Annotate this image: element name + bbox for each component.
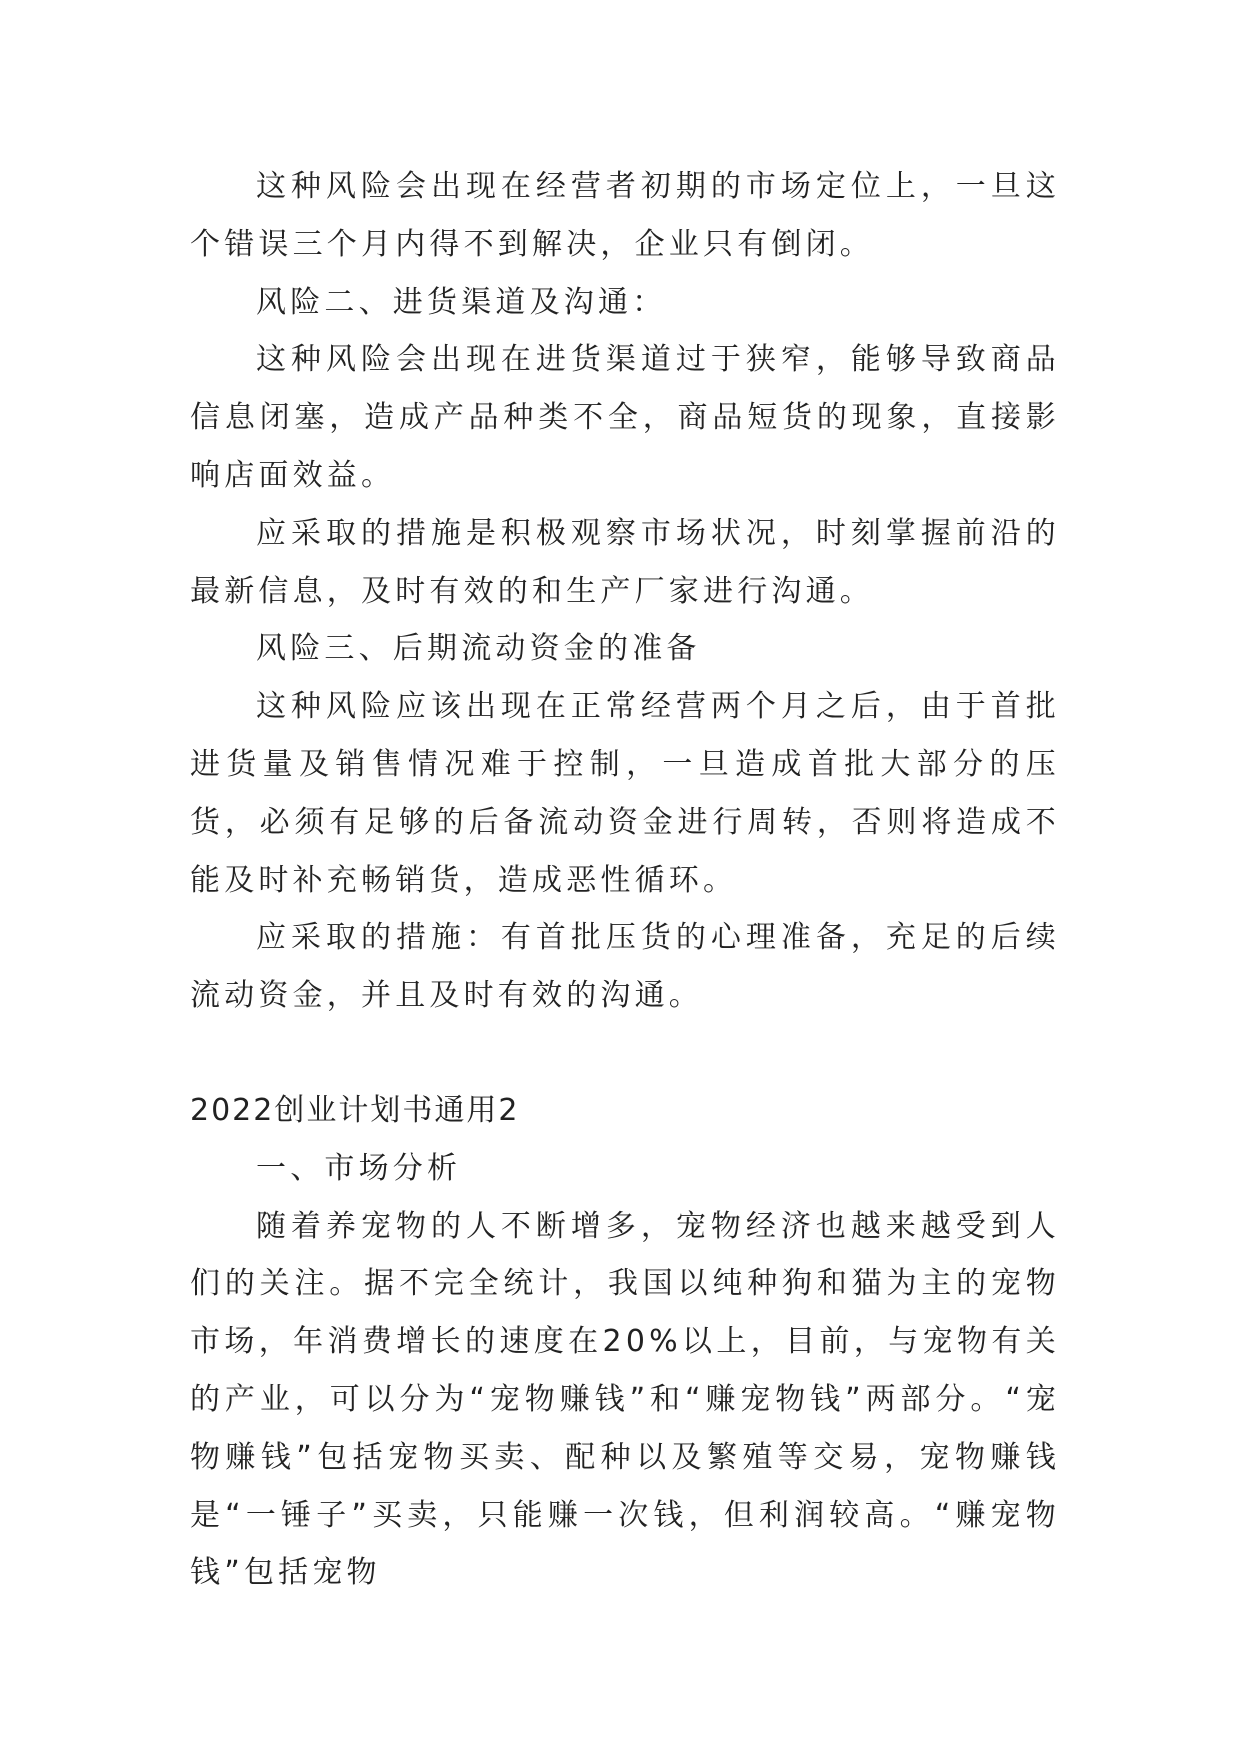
section-title: 2022创业计划书通用2: [190, 1092, 520, 1128]
paragraph-risk-two-measures: 应采取的措施是积极观察市场状况，时刻掌握前沿的最新信息，及时有效的和生产厂家进行沟通。: [190, 515, 1060, 609]
section-gap: [190, 1025, 1060, 1082]
paragraph-risk-three-description: 这种风险应该出现在正常经营两个月之后，由于首批进货量及销售情况难于控制，一旦造成首批大部分的压货，必须有足够的后备流动资金进行周转，否则将造成不能及时补充畅销货，造成恶性循环。: [190, 689, 1060, 898]
paragraph-risk-two-description: 这种风险会出现在进货渠道过于狭窄，能够导致商品信息闭塞，造成产品种类不全，商品短货的现象，直接影响店面效益。: [190, 342, 1060, 493]
heading-risk-three: 风险三、后期流动资金的准备: [256, 631, 701, 667]
paragraph-market-analysis: 随着养宠物的人不断增多，宠物经济也越来越受到人们的关注。据不完全统计，我国以纯种狗和猫为主的宠物市场，年消费增长的速度在20%以上，目前，与宠物有关的产业，可以分为“宠物赚钱”和“赚宠物钱”两部分。“宠物赚钱”包括宠物买卖、配种以及繁殖等交易，宠物赚钱是“一锤子”买卖，只能赚一次钱，但利润较高。“赚宠物钱”包括宠物: [190, 1208, 1060, 1591]
paragraph-risk-three-measures: 应采取的措施：有首批压货的心理准备，充足的后续流动资金，并且及时有效的沟通。: [190, 920, 1060, 1014]
heading-risk-two: 风险二、进货渠道及沟通：: [256, 284, 667, 320]
heading-market-analysis: 一、市场分析: [256, 1150, 462, 1186]
paragraph-market-risk-conclusion: 这种风险会出现在经营者初期的市场定位上，一旦这个错误三个月内得不到解决，企业只有倒闭。: [190, 169, 1060, 262]
document-body: [190, 158, 1060, 1602]
